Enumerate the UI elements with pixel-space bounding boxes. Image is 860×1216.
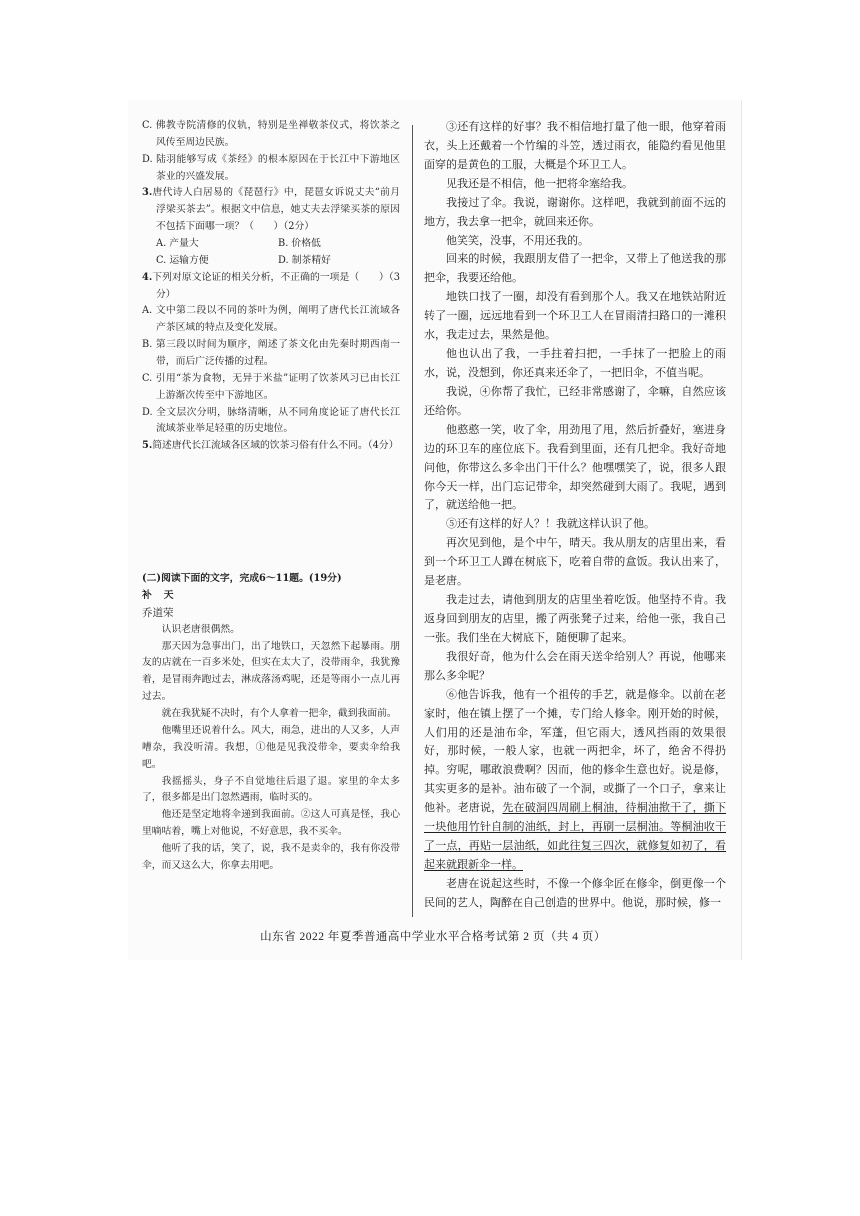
section-heading: (二)阅读下面的文字，完成6～11题。(19分) (142, 573, 342, 585)
question-4-option-a: A. 文中第二段以不同的茶叶为例，阐明了唐代长江流域各产茶区域的特点及变化发展。 (142, 305, 400, 334)
story-paragraph (424, 686, 726, 875)
question-3-number: 3. (142, 187, 153, 199)
question-3-options-cd (142, 253, 400, 270)
page-edge (741, 100, 742, 960)
option-d-prev: D. 陆羽能够写成《茶经》的根本原因在于长江中下游地区茶业的兴盛发展。 (142, 153, 400, 182)
question-3-option-c: C. 运输方便 (156, 254, 209, 266)
story-paragraph: 再次见到他，是个中午，晴天。我从朋友的店里出来，看到一个环卫工人蹲在树底下，吃着自带的盒饭。我认出来了，是老唐。 (424, 536, 726, 588)
question-4-option-c: C. 引用“茶为食物，无异于米盐”证明了饮茶风习已由长江上游渐次传至中下游地区。 (142, 372, 400, 401)
story-paragraph: 他还是坚定地将伞递到我面前。②这人可真是怪，我心里嘀咕着，嘴上对他说，不好意思，我不买伞。 (142, 809, 400, 838)
column-divider (412, 125, 413, 917)
question-4-option-b: B. 第三段以时间为顺序，阐述了茶文化由先秦时期西南一带，而后广泛传播的过程。 (142, 339, 400, 368)
question-5 (142, 438, 400, 455)
story-paragraph: 我接过了伞。我说，谢谢你。这样吧，我就到前面不远的地方，我去拿一把伞，就回来还你。 (424, 195, 726, 228)
story-paragraph: 他嘴里还说着什么。风大，雨急，进出的人又多，人声嘈杂，我没听清。我想，①他是见我没带伞，要卖伞给我吧。 (142, 724, 400, 770)
story-paragraph: ③还有这样的好事？我不相信地打量了他一眼，他穿着雨衣，头上还戴着一个竹编的斗笠，透过雨衣，能隐约看见他里面穿的是黄色的工服，大概是个环卫工人。 (424, 120, 726, 171)
question-3-option-d: D. 制茶精好 (278, 254, 331, 266)
question-3-text: 唐代诗人白居易的《琵琶行》中，琵琶女诉说丈夫“前月浮梁买茶去”。根据文中信息，她丈夫去浮梁买茶的原因不包括下面哪一项？（ ）（2分） (152, 187, 400, 233)
right-column (424, 118, 726, 913)
page-footer: 山东省 2022 年夏季普通高中学业水平合格考试第 2 页（共 4 页） (260, 931, 606, 943)
story-paragraph: 我摇摇头，身子不自觉地往后退了退。家里的伞太多了，很多都是出门忽然遇雨，临时买的。 (142, 775, 400, 804)
story-paragraph: ⑤还有这样的好人？！我就这样认识了他。 (446, 517, 655, 531)
story-paragraph: 老唐在说起这些时，不像一个修伞匠在修伞，倒更像一个民间的艺人，陶醉在自己创造的世界中。他说，那时候，修一 (424, 876, 726, 909)
question-3-option-a: A. 产量大 (156, 238, 199, 250)
option-c-prev: C. 佛教寺院清修的仪轨，特别是坐禅敬茶仪式，将饮茶之风传至周边民族。 (142, 120, 400, 148)
story-paragraph: 我很好奇，他为什么会在雨天送伞给别人？再说，他哪来那么多伞呢？ (424, 649, 726, 682)
story-paragraph: 回来的时候，我跟朋友借了一把伞，又带上了他送我的那把伞，我要还给他。 (424, 252, 726, 285)
question-4 (142, 270, 400, 304)
question-3 (142, 185, 400, 236)
question-4-text: 下列对原文论证的相关分析，不正确的一项是（ ）（3分） (152, 271, 400, 300)
question-3-option-b: B. 价格低 (278, 238, 321, 250)
question-5-number: 5. (142, 440, 153, 452)
story-paragraph: 他听了我的话，笑了，说，我不是卖伞的，我有你没带伞，而又这么大，你拿去用吧。 (142, 842, 400, 871)
story-paragraph: 他笑笑，没事，不用还我的。 (446, 233, 589, 247)
story-author: 乔道荣 (142, 606, 174, 619)
story-text: ⑥他告诉我，他有一个祖传的手艺，就是修伞。以前在老家时，他在镇上摆了一个摊，专门给人修伞。刚开始的时候，人们用的还是油布伞，军蓬，但它雨大，透风挡雨的效果很好，那时候，一般人家，也就一两把伞，坏了，绝舍不得扔掉。穷呢，哪敢浪费啊？因而，他的修伞生意也好。说是修，其实更多的是补。油布破了一个洞，或撕了一个口子，拿来让他补。老唐说， (424, 687, 726, 815)
story-paragraph: 我说，④你帮了我忙，已经非常感谢了，伞嘛，自然应该还给你。 (424, 384, 726, 417)
left-column (142, 118, 400, 875)
story-paragraph: 地铁口找了一圈，却没有看到那个人。我又在地铁站附近转了一圈，远远地看到一个环卫工人在冒雨清扫路口的一滩积水，我走过去，果然是他。 (424, 290, 726, 342)
story-paragraph: 认识老唐很偶然。 (161, 623, 240, 635)
story-paragraph: 他也认出了我，一手拄着扫把，一手抹了一把脸上的雨水，说，没想到，你还真来还伞了，一把旧伞，不值当呢。 (424, 347, 726, 379)
story-paragraph: 他憨憨一笑，收了伞，用劲甩了甩，然后折叠好，塞进身边的环卫车的座位底下。我看到里面，还有几把伞。我好奇地问他，你带这么多伞出门干什么？他嘿嘿笑了，说，很多人跟你今天一样，出门忘记带伞，却突然碰到大雨了。我呢，遇到了，就送给他一把。 (424, 422, 726, 512)
question-5-text: 简述唐代长江流域各区域的饮茶习俗有什么不同。（4分） (152, 440, 399, 452)
question-4-number: 4. (142, 271, 153, 283)
question-3-options-ab (142, 236, 400, 253)
story-paragraph: 就在我犹疑不决时，有个人拿着一把伞，截到我面前。 (161, 708, 397, 720)
story-paragraph: 见我还是不相信，他一把将伞塞给我。 (446, 176, 633, 190)
story-title: 补天 (142, 590, 186, 602)
question-4-option-d: D. 全文层次分明，脉络清晰，从不同角度论证了唐代长江流域茶业举足轻重的历史地位。 (142, 406, 400, 435)
underlined-passage: 先在破洞四周刷上桐油，待桐油揿干了，撕下一块他用竹针自制的油纸，封上，再刷一层桐油。等桐油收干了一点，再贴一层油纸，如此往复三四次，就修复如初了，看起来就跟新伞一样。 (424, 801, 727, 871)
story-paragraph: 那天因为急事出门，出了地铁口，天忽然下起暴雨。朋友的店就在一百多米处，但实在太大了，没带雨伞，我犹豫着，是冒雨奔跑过去，淋成落汤鸡呢，还是等雨小一点儿再过去。 (142, 640, 400, 703)
story-paragraph: 我走过去，请他到朋友的店里坐着吃饭。他坚持不肯。我返身回到朋友的店里，搬了两张凳子过来，给他一张，我自己一张。我们坐在大树底下，随便聊了起来。 (424, 593, 726, 644)
answer-space (142, 455, 400, 571)
